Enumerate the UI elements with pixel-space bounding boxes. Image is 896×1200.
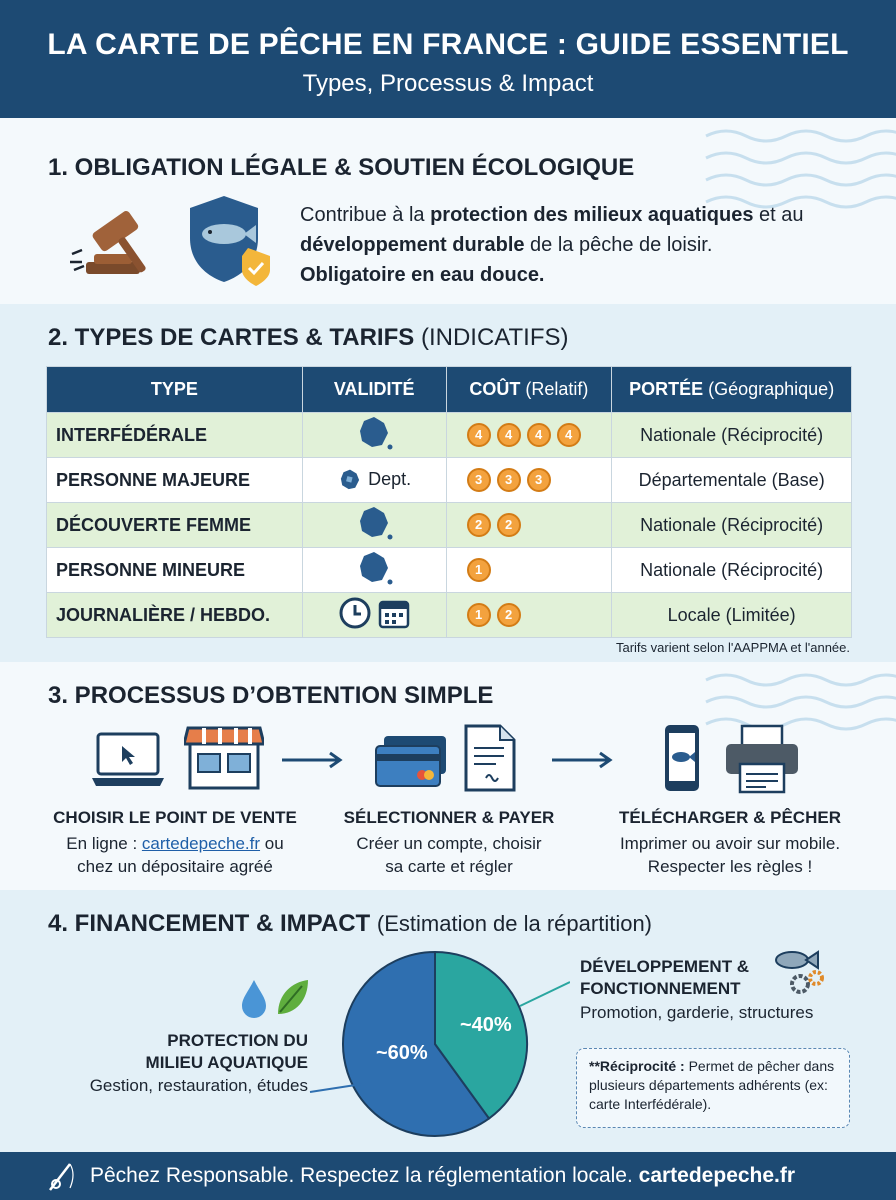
step-title: CHOISIR LE POINT DE VENTE	[53, 808, 297, 827]
validity-cell	[302, 503, 446, 548]
section2-title	[48, 324, 569, 352]
step-text: En ligne :	[66, 834, 142, 853]
step-description	[40, 832, 310, 878]
card-type: PERSONNE MINEURE	[47, 548, 303, 593]
cost-cell	[446, 548, 612, 593]
gavel-icon	[64, 196, 174, 282]
footer-message: Pêchez Responsable. Respectez la réglementation locale.	[90, 1164, 639, 1187]
card-types-table	[46, 366, 852, 638]
cost-cell	[446, 593, 612, 638]
france-map-icon	[354, 415, 394, 451]
coin-icon: 1	[467, 603, 491, 627]
fish-shield-icon	[186, 192, 276, 286]
funding-pie-chart	[300, 942, 570, 1142]
step-text: chez un dépositaire agréé	[77, 857, 273, 876]
coin-icon: 4	[497, 423, 521, 447]
text-bold: développement durable	[300, 234, 525, 256]
page-header	[0, 0, 896, 118]
right-description: Promotion, garderie, structures	[580, 1003, 814, 1022]
page-title: LA CARTE DE PÊCHE EN FRANCE : GUIDE ESSENTIEL	[47, 28, 849, 61]
step-title: TÉLÉCHARGER & PÊCHER	[619, 808, 841, 827]
arrow-right-icon	[280, 750, 346, 770]
section2-title-light: (INDICATIFS)	[420, 324, 569, 351]
card-type: DÉCOUVERTE FEMME	[47, 503, 303, 548]
footer-text	[90, 1164, 795, 1188]
store-icon	[184, 720, 264, 792]
section-process	[0, 662, 896, 890]
cost-cell	[446, 413, 612, 458]
portee-label: PORTÉE	[629, 379, 704, 399]
cout-label: COÛT	[469, 379, 521, 399]
col-header-type: TYPE	[47, 367, 303, 413]
cout-light: (Relatif)	[525, 379, 589, 399]
pie-label-60: ~60%	[376, 1042, 428, 1064]
section3-title: 3. PROCESSUS D’OBTENTION SIMPLE	[48, 682, 494, 709]
fishing-rod-icon	[44, 1160, 78, 1194]
step-description	[324, 832, 574, 878]
validity-cell	[302, 548, 446, 593]
col-header-validite: VALIDITÉ	[302, 367, 446, 413]
credit-card-icon	[374, 734, 450, 788]
step-text: Imprimer ou avoir sur mobile.	[619, 834, 841, 853]
table-row	[47, 413, 852, 458]
coin-icon: 2	[497, 513, 521, 537]
portee-light: (Géographique)	[708, 379, 835, 399]
coin-icon: 4	[467, 423, 491, 447]
note-text: Permet de pêcher dans plusieurs départements adhérents (ex: carte Interfédérale).	[589, 1058, 835, 1112]
section1-title: 1. OBLIGATION LÉGALE & SOUTIEN ÉCOLOGIQUE	[48, 154, 635, 181]
text-part: et au	[753, 204, 804, 226]
section4-title-light: (Estimation de la répartition)	[376, 911, 653, 936]
section-card-types	[0, 304, 896, 662]
coin-icon: 2	[467, 513, 491, 537]
table-header-row	[47, 367, 852, 413]
left-title-line: PROTECTION DU	[167, 1031, 308, 1050]
coin-icon: 2	[497, 603, 521, 627]
col-header-portee	[612, 367, 852, 413]
coin-icon: 3	[527, 468, 551, 492]
text-part: de la pêche de loisir.	[524, 234, 713, 256]
table-note: Tarifs varient selon l'AAPPMA et l'année.	[615, 640, 850, 655]
section4-title	[48, 910, 652, 938]
fish-gears-icon	[770, 946, 830, 996]
left-title-line: MILIEU AQUATIQUE	[145, 1053, 308, 1072]
coin-icon: 4	[527, 423, 551, 447]
validity-cell	[302, 593, 446, 638]
clock-icon	[338, 596, 372, 630]
process-step-3	[590, 808, 870, 878]
validity-text: Dept.	[368, 468, 412, 489]
calendar-icon	[377, 596, 411, 630]
left-description: Gestion, restauration, études	[89, 1076, 308, 1095]
step-text: sa carte et régler	[385, 857, 513, 876]
smartphone-fish-icon	[662, 722, 702, 794]
france-map-icon	[337, 466, 363, 494]
coin-icon: 4	[557, 423, 581, 447]
validity-cell	[302, 458, 446, 503]
funding-left-label	[40, 1030, 308, 1098]
process-step-1	[40, 808, 310, 878]
leader-line-right	[520, 982, 570, 1006]
col-header-cout	[446, 367, 612, 413]
section-legal	[0, 118, 896, 304]
coin-icon: 3	[467, 468, 491, 492]
card-type: JOURNALIÈRE / HEBDO.	[47, 593, 303, 638]
coin-icon: 3	[497, 468, 521, 492]
step-text: ou	[260, 834, 284, 853]
scope-cell: Nationale (Réciprocité)	[612, 548, 852, 593]
table-row	[47, 593, 852, 638]
laptop-icon	[90, 730, 166, 788]
section4-title-main: 4. FINANCEMENT & IMPACT	[48, 910, 371, 937]
printer-icon	[722, 724, 802, 794]
process-step-2	[324, 808, 574, 878]
right-title-line: FONCTIONNEMENT	[580, 979, 741, 998]
scope-cell: Nationale (Réciprocité)	[612, 413, 852, 458]
funding-right-label	[580, 956, 880, 1026]
page-subtitle: Types, Processus & Impact	[302, 70, 594, 97]
document-icon	[462, 722, 518, 794]
text-bold: Obligatoire en eau douce.	[300, 264, 545, 286]
text-part: Contribue à la	[300, 204, 431, 226]
page-footer	[0, 1152, 896, 1200]
footer-brand: cartedepeche.fr	[638, 1164, 796, 1187]
scope-cell: Nationale (Réciprocité)	[612, 503, 852, 548]
section2-title-main: 2. TYPES DE CARTES & TARIFS	[48, 324, 415, 351]
step-title: SÉLECTIONNER & PAYER	[343, 808, 555, 827]
step-description	[590, 832, 870, 878]
validity-cell	[302, 413, 446, 458]
cost-cell	[446, 458, 612, 503]
section-funding	[0, 890, 896, 1152]
table-row	[47, 548, 852, 593]
card-type: INTERFÉDÉRALE	[47, 413, 303, 458]
step-text: Créer un compte, choisir	[356, 834, 542, 853]
scope-cell: Locale (Limitée)	[612, 593, 852, 638]
france-map-icon	[354, 550, 394, 586]
table-row	[47, 503, 852, 548]
pie-label-40: ~40%	[460, 1014, 512, 1036]
france-map-icon	[354, 505, 394, 541]
scope-cell: Départementale (Base)	[612, 458, 852, 503]
note-bold: **Réciprocité :	[589, 1058, 685, 1074]
reciprocity-note	[576, 1048, 850, 1128]
step-text: Respecter les règles !	[647, 857, 813, 876]
coin-icon: 1	[467, 558, 491, 582]
table-row	[47, 458, 852, 503]
card-type: PERSONNE MAJEURE	[47, 458, 303, 503]
section1-description	[300, 200, 860, 290]
right-title-line: DÉVELOPPEMENT &	[580, 957, 750, 976]
text-bold: protection des milieux aquatiques	[430, 204, 754, 226]
arrow-right-icon	[550, 750, 616, 770]
cost-cell	[446, 503, 612, 548]
cartedepeche-link[interactable]: cartedepeche.fr	[141, 834, 261, 853]
